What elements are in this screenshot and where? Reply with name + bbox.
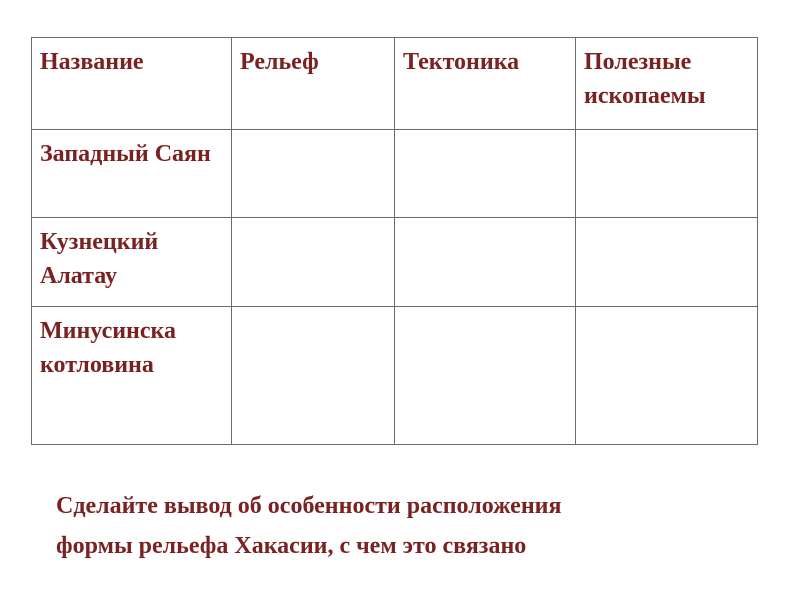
row-relief-cell <box>232 218 395 307</box>
regions-table <box>31 37 758 445</box>
table-header-row <box>32 38 758 130</box>
conclusion-line: Сделайте вывод об особенности расположения <box>56 493 562 519</box>
row-tectonics-cell <box>395 130 576 218</box>
row-name-cell: Кузнецкий Алатау <box>32 218 232 307</box>
conclusion-line: формы рельефа Хакасии, с чем это связано <box>56 533 527 559</box>
header-cell-tectonics: Тектоника <box>395 38 576 130</box>
row-minerals-cell <box>576 218 758 307</box>
row-minerals-cell <box>576 307 758 445</box>
table-row <box>32 218 758 307</box>
row-tectonics-cell <box>395 218 576 307</box>
row-name-cell: Минусинска котловина <box>32 307 232 445</box>
row-relief-cell <box>232 307 395 445</box>
row-relief-cell <box>232 130 395 218</box>
header-cell-minerals: Полезные ископаемы <box>576 38 758 130</box>
header-cell-relief: Рельеф <box>232 38 395 130</box>
row-minerals-cell <box>576 130 758 218</box>
row-tectonics-cell <box>395 307 576 445</box>
table-row <box>32 307 758 445</box>
conclusion-text <box>56 486 756 566</box>
row-name-cell: Западный Саян <box>32 130 232 218</box>
header-cell-name: Название <box>32 38 232 130</box>
table-row <box>32 130 758 218</box>
